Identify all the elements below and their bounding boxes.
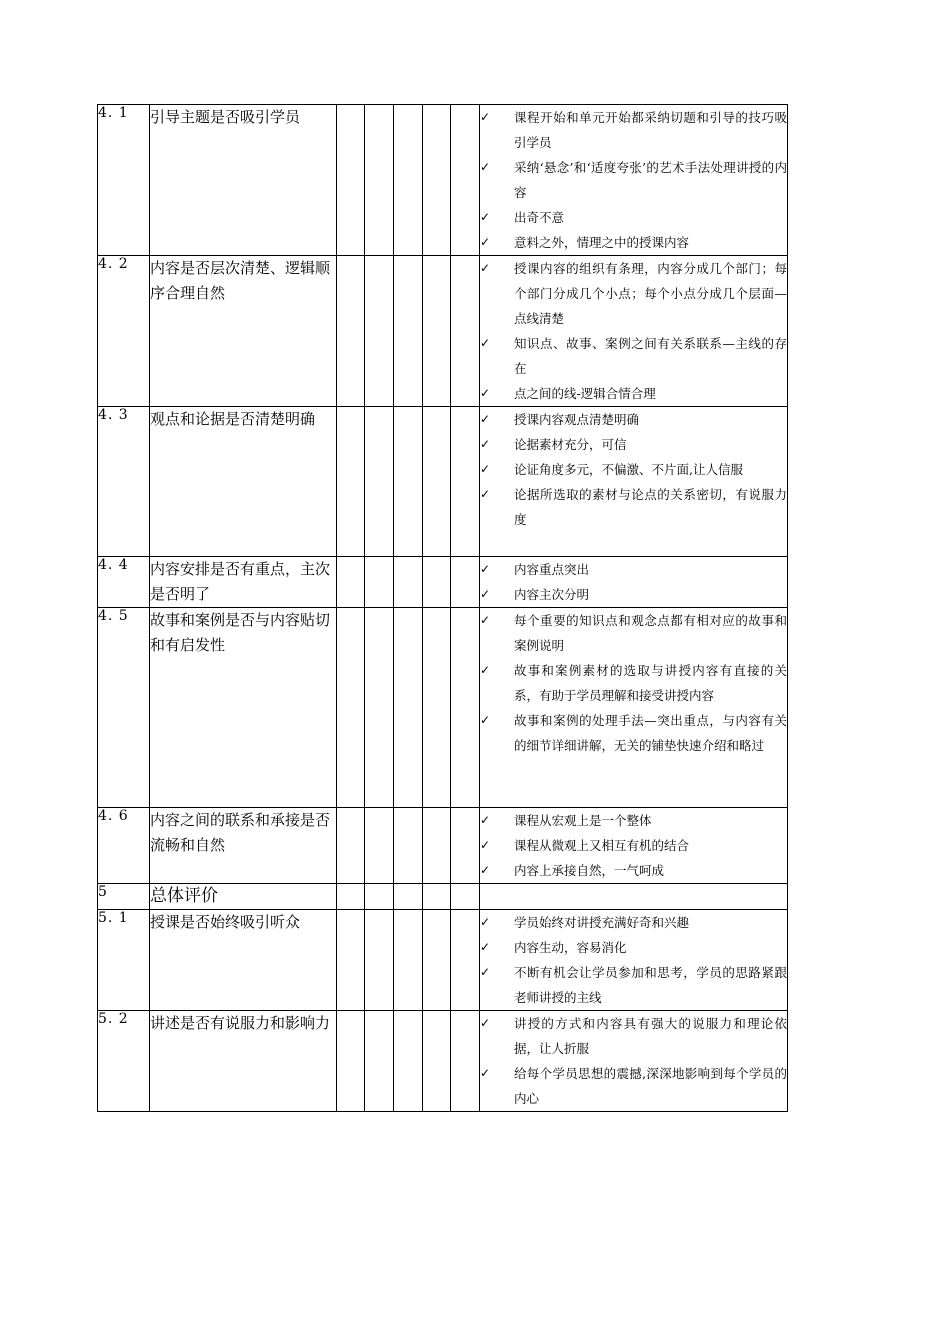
item-question: 故事和案例是否与内容贴切和有启发性 (150, 608, 337, 808)
item-question: 内容安排是否有重点，主次是否明了 (150, 557, 337, 608)
criteria-text: 故事和案例素材的选取与讲授内容有直接的关系，有助于学员理解和接受讲授内容 (514, 663, 787, 703)
score-cell-4[interactable] (423, 105, 451, 256)
score-cell-4[interactable] (423, 884, 451, 910)
item-number: 4. 3 (98, 407, 150, 557)
item-question: 内容是否层次清楚、逻辑顺序合理自然 (150, 256, 337, 407)
criteria-item (480, 457, 787, 482)
criteria-text: 论证角度多元，不偏激、不片面,让人信服 (514, 462, 743, 477)
criteria-cell (480, 808, 788, 884)
criteria-text: 内容主次分明 (514, 587, 590, 602)
criteria-cell (480, 910, 788, 1011)
checkmark-icon: ✓ (480, 915, 491, 929)
checkmark-icon: ✓ (480, 386, 491, 400)
criteria-item (480, 155, 787, 205)
criteria-text: 内容上承接自然，一气呵成 (514, 863, 665, 878)
criteria-cell (480, 256, 788, 407)
checkmark-icon: ✓ (480, 838, 491, 852)
criteria-item (480, 331, 787, 381)
score-cell-2[interactable] (365, 256, 394, 407)
criteria-text: 授课内容的组织有条理，内容分成几个部门；每个部门分成几个小点；每个小点分成几个层面—点线清楚 (514, 261, 787, 326)
score-cell-5[interactable] (451, 105, 480, 256)
criteria-text: 课程开始和单元开始都采纳切题和引导的技巧吸引学员 (514, 110, 787, 150)
checkmark-icon: ✓ (480, 965, 491, 979)
criteria-text: 讲授的方式和内容具有强大的说服力和理论依据，让人折服 (514, 1016, 787, 1056)
score-cell-3[interactable] (394, 105, 423, 256)
score-cell-1[interactable] (337, 910, 365, 1011)
score-cell-3[interactable] (394, 256, 423, 407)
score-cell-3[interactable] (394, 407, 423, 557)
score-cell-1[interactable] (337, 1011, 365, 1112)
criteria-item (480, 256, 787, 331)
criteria-item (480, 1061, 787, 1111)
criteria-text: 意料之外，情理之中的授课内容 (514, 235, 690, 250)
item-number: 5 (98, 884, 150, 910)
score-cell-2[interactable] (365, 557, 394, 608)
score-cell-4[interactable] (423, 1011, 451, 1112)
score-cell-5[interactable] (451, 407, 480, 557)
checkmark-icon: ✓ (480, 562, 491, 576)
criteria-item (480, 858, 787, 883)
criteria-text: 课程从宏观上是一个整体 (514, 813, 652, 828)
item-number: 4. 5 (98, 608, 150, 808)
item-question: 观点和论据是否清楚明确 (150, 407, 337, 557)
criteria-item (480, 708, 787, 758)
criteria-text: 点之间的线-逻辑合情合理 (514, 386, 656, 401)
table-row (98, 105, 788, 256)
criteria-text: 每个重要的知识点和观念点都有相对应的故事和案例说明 (514, 613, 787, 653)
checkmark-icon: ✓ (480, 210, 491, 224)
score-cell-1[interactable] (337, 256, 365, 407)
item-question: 引导主题是否吸引学员 (150, 105, 337, 256)
score-cell-3[interactable] (394, 608, 423, 808)
table-row (98, 808, 788, 884)
score-cell-2[interactable] (365, 608, 394, 808)
criteria-item (480, 808, 787, 833)
score-cell-5[interactable] (451, 1011, 480, 1112)
table-row (98, 608, 788, 808)
checkmark-icon: ✓ (480, 813, 491, 827)
checkmark-icon: ✓ (480, 613, 491, 627)
criteria-text: 内容重点突出 (514, 562, 590, 577)
score-cell-1[interactable] (337, 608, 365, 808)
criteria-text: 知识点、故事、案例之间有关系联系—主线的存在 (514, 336, 787, 376)
score-cell-3[interactable] (394, 557, 423, 608)
score-cell-5[interactable] (451, 608, 480, 808)
criteria-item (480, 910, 787, 935)
item-number: 5. 1 (98, 910, 150, 1011)
checkmark-icon: ✓ (480, 261, 491, 275)
criteria-cell (480, 1011, 788, 1112)
item-question: 内容之间的联系和承接是否流畅和自然 (150, 808, 337, 884)
checkmark-icon: ✓ (480, 663, 491, 677)
item-number: 4. 2 (98, 256, 150, 407)
criteria-cell (480, 557, 788, 608)
checkmark-icon: ✓ (480, 940, 491, 954)
criteria-text: 不断有机会让学员参加和思考，学员的思路紧跟老师讲授的主线 (514, 965, 787, 1005)
score-cell-3[interactable] (394, 808, 423, 884)
criteria-item (480, 230, 787, 255)
item-number: 4. 4 (98, 557, 150, 608)
criteria-item (480, 482, 787, 532)
criteria-text: 学员始终对讲授充满好奇和兴趣 (514, 915, 690, 930)
criteria-item (480, 658, 787, 708)
checkmark-icon: ✓ (480, 437, 491, 451)
item-number: 5. 2 (98, 1011, 150, 1112)
criteria-cell (480, 884, 788, 910)
criteria-text: 采纳‘悬念’和‘适度夸张’的艺术手法处理讲授的内容 (514, 160, 787, 200)
checkmark-icon: ✓ (480, 235, 491, 249)
score-cell-4[interactable] (423, 608, 451, 808)
score-cell-4[interactable] (423, 256, 451, 407)
checkmark-icon: ✓ (480, 1066, 491, 1080)
checkmark-icon: ✓ (480, 462, 491, 476)
score-cell-4[interactable] (423, 808, 451, 884)
criteria-cell (480, 407, 788, 557)
score-cell-2[interactable] (365, 105, 394, 256)
criteria-item (480, 105, 787, 155)
criteria-text: 论据所选取的素材与论点的关系密切，有说服力度 (514, 487, 787, 527)
score-cell-1[interactable] (337, 105, 365, 256)
checkmark-icon: ✓ (480, 713, 491, 727)
score-cell-4[interactable] (423, 407, 451, 557)
score-cell-3[interactable] (394, 884, 423, 910)
checkmark-icon: ✓ (480, 110, 491, 124)
table-row (98, 407, 788, 557)
table-row (98, 910, 788, 1011)
score-cell-3[interactable] (394, 910, 423, 1011)
criteria-item (480, 608, 787, 658)
score-cell-1[interactable] (337, 407, 365, 557)
criteria-text: 内容生动，容易消化 (514, 940, 627, 955)
score-cell-1[interactable] (337, 884, 365, 910)
score-cell-4[interactable] (423, 557, 451, 608)
criteria-cell (480, 105, 788, 256)
table-row (98, 557, 788, 608)
checkmark-icon: ✓ (480, 160, 491, 174)
criteria-text: 课程从微观上又相互有机的结合 (514, 838, 690, 853)
evaluation-table (97, 104, 788, 1112)
criteria-item (480, 432, 787, 457)
criteria-item (480, 381, 787, 406)
checkmark-icon: ✓ (480, 863, 491, 877)
score-cell-5[interactable] (451, 808, 480, 884)
criteria-item (480, 205, 787, 230)
score-cell-2[interactable] (365, 884, 394, 910)
criteria-item (480, 833, 787, 858)
score-cell-3[interactable] (394, 1011, 423, 1112)
criteria-item (480, 960, 787, 1010)
score-cell-2[interactable] (365, 910, 394, 1011)
score-cell-5[interactable] (451, 256, 480, 407)
criteria-text: 授课内容观点清楚明确 (514, 412, 640, 427)
criteria-text: 故事和案例的处理手法—突出重点，与内容有关的细节详细讲解，无关的铺垫快速介绍和略过 (514, 713, 787, 753)
item-question: 讲述是否有说服力和影响力 (150, 1011, 337, 1112)
checkmark-icon: ✓ (480, 412, 491, 426)
item-question: 授课是否始终吸引听众 (150, 910, 337, 1011)
criteria-item (480, 582, 787, 607)
criteria-text: 给每个学员思想的震撼,深深地影响到每个学员的内心 (514, 1066, 787, 1106)
item-question: 总体评价 (150, 884, 337, 910)
section-row (98, 884, 788, 910)
criteria-item (480, 935, 787, 960)
score-cell-5[interactable] (451, 557, 480, 608)
score-cell-2[interactable] (365, 407, 394, 557)
checkmark-icon: ✓ (480, 487, 491, 501)
item-number: 4. 1 (98, 105, 150, 256)
criteria-cell (480, 608, 788, 808)
checkmark-icon: ✓ (480, 1016, 491, 1030)
score-cell-2[interactable] (365, 808, 394, 884)
criteria-item (480, 557, 787, 582)
score-cell-4[interactable] (423, 910, 451, 1011)
criteria-item (480, 1011, 787, 1061)
checkmark-icon: ✓ (480, 336, 491, 350)
score-cell-5[interactable] (451, 910, 480, 1011)
score-cell-5[interactable] (451, 884, 480, 910)
score-cell-1[interactable] (337, 808, 365, 884)
criteria-text: 出奇不意 (514, 210, 565, 225)
checkmark-icon: ✓ (480, 587, 491, 601)
table-row (98, 256, 788, 407)
item-number: 4. 6 (98, 808, 150, 884)
criteria-text: 论据素材充分，可信 (514, 437, 627, 452)
table-body (98, 105, 788, 1112)
table-row (98, 1011, 788, 1112)
criteria-item (480, 407, 787, 432)
score-cell-1[interactable] (337, 557, 365, 608)
score-cell-2[interactable] (365, 1011, 394, 1112)
